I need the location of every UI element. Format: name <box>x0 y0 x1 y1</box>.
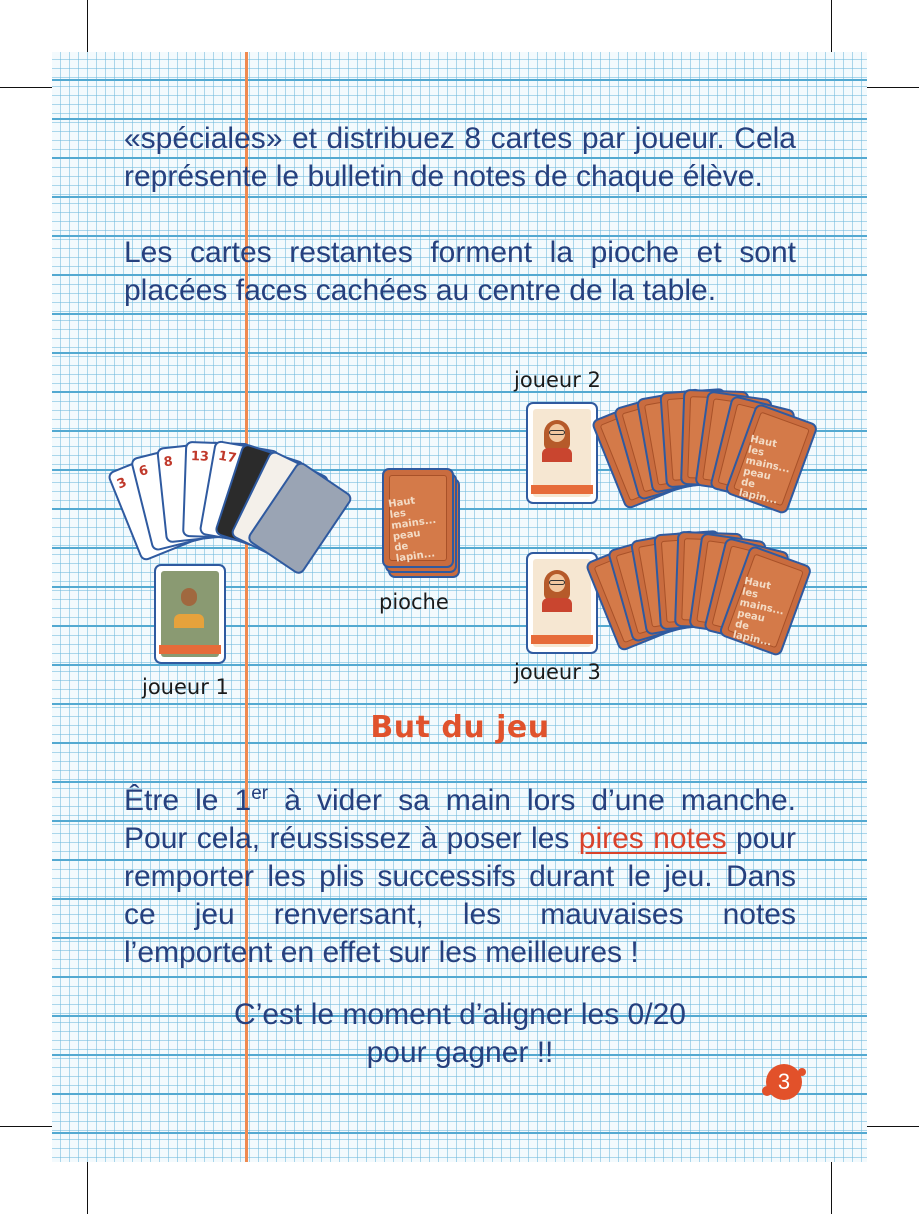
label-pile: pioche <box>379 590 449 614</box>
card-back: Haut les mains... peau de lapin... <box>724 403 819 516</box>
number-card: 13 <box>182 441 251 539</box>
number-card: 17 <box>199 440 281 546</box>
notebook-page <box>52 52 867 1162</box>
number-card: 6 <box>130 443 217 552</box>
card-back: Haut les mains... peau de lapin... <box>382 468 454 568</box>
number-card: 3 <box>106 449 203 563</box>
label-player3: joueur 3 <box>514 660 601 684</box>
label-player1: joueur 1 <box>142 675 229 699</box>
highlight-text: pires notes <box>578 822 727 855</box>
label-player2: joueur 2 <box>514 368 601 392</box>
section-title: But du jeu <box>370 710 550 745</box>
player2-table-card <box>526 402 598 504</box>
closing-text: C’est le moment d’aligner les 0/20 pour gagner !! <box>234 998 686 1069</box>
pile-paragraph: Les cartes restantes forment la pioche et sont placées faces cachées au centre de la table. <box>124 236 796 307</box>
card-back: Haut les mains... peau de lapin... <box>718 545 813 658</box>
player1-table-card <box>154 564 226 664</box>
page-number: 3 <box>766 1064 802 1100</box>
number-card: 8 <box>156 441 232 543</box>
goal-paragraph: Être le 1er à vider sa main lors d’une manche. Pour cela, réussissez à poser les pires notes pour remporter les plis successifs durant le jeu. Dans ce jeu renversant, les mauvaises notes l’emportent en effet sur les meilleures ! <box>124 783 796 969</box>
intro-paragraph: «spéciales» et distribuez 8 cartes par joueur. Cela représente le bulletin de notes de chaque élève. <box>124 122 796 193</box>
